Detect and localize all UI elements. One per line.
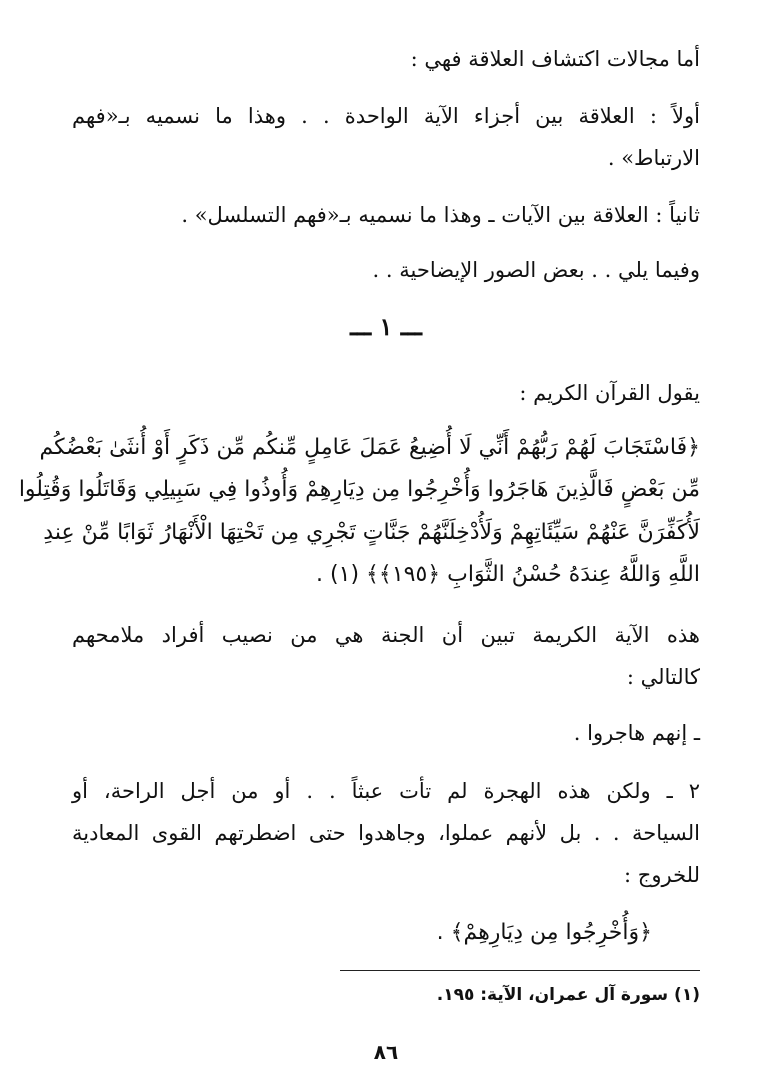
point-2-line-1: ٢ ـ ولكن هذه الهجرة لم تأت عبثاً . . أو من أجل الراحة، أو	[72, 779, 700, 803]
first-point-line-1: أولاً : العلاقة بين أجزاء الآية الواحدة . . وهذا ما نسميه بـ«فهم	[72, 104, 700, 128]
footnote-divider	[340, 970, 700, 971]
quran-says-line: يقول القرآن الكريم :	[519, 381, 700, 405]
verse-line-1: ﴿فَاسْتَجَابَ لَهُمْ رَبُّهُمْ أَنِّي لَا أُضِيعُ عَمَلَ عَامِلٍ مِّنكُم مِّن ذَكَرٍ أَوْ أُنثَىٰ بَعْضُكُم	[39, 435, 700, 460]
point-1: ـ إنهم هاجروا .	[573, 721, 700, 745]
verse-line-4: اللَّهِ وَاللَّهُ عِندَهُ حُسْنُ الثَّوَابِ ﴿١٩٥﴾﴾ (١) .	[316, 562, 700, 587]
intro-line: أما مجالات اكتشاف العلاقة فهي :	[410, 47, 700, 71]
verse-line-2: مِّن بَعْضٍ فَالَّذِينَ هَاجَرُوا وَأُخْرِجُوا مِن دِيَارِهِمْ وَأُوذُوا فِي سَبِيلِي وَقَاتَلُوا وَقُتِلُوا	[18, 477, 700, 502]
section-number: ـــ ١ ـــ	[350, 312, 422, 341]
point-2-line-3: للخروج :	[624, 863, 700, 887]
second-point: ثانياً : العلاقة بين الآيات ـ وهذا ما نسميه بـ«فهم التسلسل» .	[181, 203, 700, 227]
first-point-line-2: الارتباط» .	[607, 146, 700, 170]
point-2-line-2: السياحة . . بل لأنهم عملوا، وجاهدوا حتى اضطرتهم القوى المعادية	[72, 821, 700, 845]
explanation-line-2: كالتالي :	[626, 665, 700, 689]
verse-short: ﴿وَأُخْرِجُوا مِن دِيَارِهِمْ﴾ .	[436, 920, 652, 945]
follows-line: وفيما يلي . . بعض الصور الإيضاحية . .	[372, 258, 700, 282]
verse-line-3: لَأُكَفِّرَنَّ عَنْهُمْ سَيِّئَاتِهِمْ وَلَأُدْخِلَنَّهُمْ جَنَّاتٍ تَجْرِي مِن تَحْتِهَا الْأَنْهَارُ ثَوَابًا مِّنْ عِندِ	[43, 520, 700, 545]
footnote: (١) سورة آل عمران، الآية: ١٩٥.	[436, 985, 700, 1005]
explanation-line-1: هذه الآية الكريمة تبين أن الجنة هي من نصيب أفراد ملامحهم	[72, 623, 700, 647]
page-number: ٨٦	[373, 1040, 399, 1064]
